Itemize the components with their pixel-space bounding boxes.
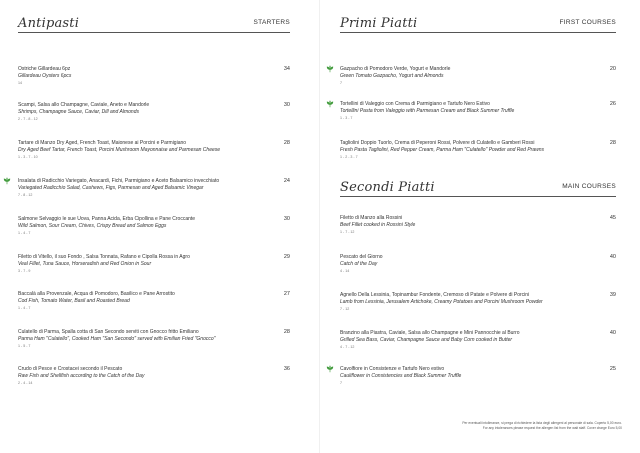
dish-name-italian: Insalata di Radicchio Variegato, Anacardi, Fichi, Parmigiano e Aceto Balsamico invecchiato xyxy=(18,178,220,184)
dish-price: 34 xyxy=(283,66,290,72)
dish-name-italian: Filetto di Manzo alla Rossini xyxy=(340,215,403,221)
dish-price: 25 xyxy=(609,366,616,372)
dish-name-english: Tortellini Pasta from Valeggio with Parmesan Cream and Black Summer Truffle xyxy=(340,108,515,114)
dish-name-english: Green Tomato Gazpacho, Yogurt and Almonds xyxy=(340,73,444,79)
menu-item xyxy=(18,366,290,385)
section-title: Secondi Piatti xyxy=(340,180,435,195)
dish-name-italian: Salmone Selvaggio le sue Uova, Panna Acida, Erba Cipollina e Pane Croccante xyxy=(18,216,196,222)
section-header xyxy=(340,16,616,36)
section-title-en: MAIN COURSES xyxy=(562,183,616,190)
dish-name-italian: Branzino alla Piastra, Caviale, Salsa allo Champagne e Mini Pannocchie al Burro xyxy=(340,330,520,336)
footnote-line-it: Per eventuali intolleranze, si prega di richiedere la lista degli allergeni al personale di sala. Coperto 5,00 euro. xyxy=(462,421,622,425)
menu-item xyxy=(18,102,290,121)
dish-price: 27 xyxy=(283,291,290,297)
dish-price: 29 xyxy=(283,254,290,260)
dish-name-italian: Agnello Della Lessinia, Topinambur Fondente, Cremoso di Patate e Polvere di Porcini xyxy=(340,292,530,298)
dish-price: 28 xyxy=(283,140,290,146)
dish-price: 30 xyxy=(283,216,290,222)
dish-name-english: Raw Fish and Shellfish according to the Catch of the Day xyxy=(18,373,145,379)
section-title: Primi Piatti xyxy=(340,16,418,31)
menu-item xyxy=(340,66,616,85)
vegetarian-leaf-icon xyxy=(326,65,334,73)
first-courses-section xyxy=(340,16,616,159)
menu-item xyxy=(340,292,616,311)
dish-name-english: Variegated Radicchio Salad, Cashews, Figs, Parmesan and Aged Balsamic Vinegar xyxy=(18,185,204,191)
menu-item xyxy=(18,291,290,310)
menu-item xyxy=(340,366,616,385)
allergen-codes: 1 - 2 - 3 - 7 xyxy=(340,155,358,159)
allergen-codes: 1 - 7 - 12 xyxy=(340,230,355,234)
dish-name-italian: Ostriche Gillardeau 6pz xyxy=(18,66,71,72)
dish-name-italian: Pescato del Giorno xyxy=(340,254,383,260)
allergen-codes: 1 - 3 - 7 - 10 xyxy=(18,155,38,159)
vegetarian-leaf-icon xyxy=(3,177,11,185)
dish-price: 28 xyxy=(283,329,290,335)
allergen-codes: 4 - 7 - 12 xyxy=(340,345,355,349)
dish-name-english: Cauliflower in Consistencies and Black Summer Truffle xyxy=(340,373,462,379)
section-divider xyxy=(18,32,290,33)
allergen-codes: 14 xyxy=(18,81,22,85)
allergen-codes: 2 - 4 - 14 xyxy=(18,381,33,385)
allergen-codes: 7 - 8 - 12 xyxy=(18,193,33,197)
dish-name-italian: Tartare di Manzo Dry Aged, French Toast, Maionese ai Porcini e Parmigiano xyxy=(18,140,187,146)
allergen-codes: 2 - 7 - 8 - 12 xyxy=(18,117,38,121)
section-title: Antipasti xyxy=(18,16,80,31)
dish-price: 40 xyxy=(609,330,616,336)
dish-name-italian: Culatello di Parma, Spalla cotta di San Secondo serviti con Gnocco fritto Emiliano xyxy=(18,329,199,335)
dish-name-english: Cod Fish, Tomato Water, Basil and Roasted Bread xyxy=(18,298,130,304)
dish-name-italian: Baccalà alla Provenzale, Acqua di Pomodoro, Basilico e Pane Arrostito xyxy=(18,291,175,297)
dish-name-italian: Cavolfiore in Consistenze e Tartufo Nero estivo xyxy=(340,366,445,372)
section-header xyxy=(18,16,290,36)
dish-name-english: Lamb from Lessinia, Jerusalem Artichoke, Creamy Potatoes and Porcini Mushroom Powder xyxy=(340,299,543,305)
menu-item xyxy=(18,66,290,85)
section-title-en: STARTERS xyxy=(253,19,290,26)
dish-name-italian: Tagliolini Doppio Tuorlo, Crema di Peperoni Rossi, Polvere di Culatello e Gamberi Rossi xyxy=(340,140,535,146)
vegetarian-leaf-icon xyxy=(326,365,334,373)
right-menu-page xyxy=(320,0,640,453)
dish-price: 24 xyxy=(283,178,290,184)
allergen-footnote xyxy=(382,421,622,431)
dish-name-english: Dry Aged Beef Tartar, French Toast, Porcini Mushroom Mayonnaise and Parmesan Cheese xyxy=(18,147,221,153)
allergen-codes: 1 - 4 - 7 xyxy=(18,231,31,235)
dish-price: 40 xyxy=(609,254,616,260)
allergen-codes: 3 - 7 - 9 xyxy=(18,269,31,273)
allergen-codes: 7 xyxy=(340,81,342,85)
dish-name-english: Shrimps, Champagne Sauce, Caviar, Dill and Almonds xyxy=(18,109,139,115)
dish-name-italian: Scampi, Salsa allo Champagne, Caviale, Aneto e Mandorle xyxy=(18,102,150,108)
dish-name-english: Beef Fillet cooked in Rossini Style xyxy=(340,222,416,228)
dish-price: 30 xyxy=(283,102,290,108)
dish-name-english: Parma Ham "Culatello", Cooked Ham "San Secondo" served with Emilian Fried "Gnocco" xyxy=(18,336,216,342)
dish-price: 28 xyxy=(609,140,616,146)
menu-item xyxy=(18,254,290,273)
menu-item xyxy=(18,178,290,197)
dish-price: 45 xyxy=(609,215,616,221)
dish-name-english: Fresh Pasta Tagliolini, Red Pepper Cream, Parma Ham "Culatello" Powder and Red Prawns xyxy=(340,147,545,153)
menu-item xyxy=(340,215,616,234)
allergen-codes: 7 - 12 xyxy=(340,307,350,311)
dish-name-italian: Gazpacho di Pomodoro Verde, Yogurt e Mandorle xyxy=(340,66,451,72)
menu-item xyxy=(340,330,616,349)
menu-item xyxy=(18,140,290,159)
dish-price: 39 xyxy=(609,292,616,298)
main-courses-section xyxy=(340,180,616,385)
dish-price: 36 xyxy=(283,366,290,372)
menu-item xyxy=(18,329,290,348)
menu-item xyxy=(340,254,616,273)
menu-item xyxy=(340,140,616,159)
section-title-en: FIRST COURSES xyxy=(559,19,616,26)
allergen-codes: 7 xyxy=(340,381,342,385)
dish-price: 20 xyxy=(609,66,616,72)
dish-name-english: Grilled Sea Bass, Caviar, Champagne Sauce and Baby Corn cooked in Butter xyxy=(340,337,513,343)
menu-item xyxy=(340,101,616,120)
menu-item xyxy=(18,216,290,235)
starters-section xyxy=(18,16,290,385)
allergen-codes: 1 - 4 - 7 xyxy=(18,306,31,310)
footnote-line-en: For any intolerances please request the allergen list from the wait staff. Cover charge Euro 5,00 xyxy=(482,426,622,430)
dish-name-italian: Tortellini di Valeggio con Crema di Parmigiano e Tartufo Nero Estivo xyxy=(340,101,490,107)
dish-name-english: Gillardeau Oysters 6pcs xyxy=(18,73,72,79)
section-header xyxy=(340,180,616,200)
section-divider xyxy=(340,32,616,33)
allergen-codes: 1 - 5 - 7 xyxy=(18,344,31,348)
section-divider xyxy=(340,196,616,197)
allergen-codes: 1 - 3 - 7 xyxy=(340,116,353,120)
vegetarian-leaf-icon xyxy=(326,100,334,108)
dish-price: 26 xyxy=(609,101,616,107)
dish-name-english: Veal Fillet, Tuna Sauce, Horseradish and Red Onion in Sour xyxy=(18,261,152,267)
dish-name-italian: Filetto di Vitello, il suo Fondo , Salsa Tonnata, Rafano e Cipolla Rossa in Agro xyxy=(18,254,190,260)
dish-name-english: Wild Salmon, Sour Cream, Chives, Crispy Bread and Salmon Eggs xyxy=(18,223,167,229)
allergen-codes: 4 - 14 xyxy=(340,269,350,273)
dish-name-italian: Crudo di Pesce e Crostacei secondo il Pescato xyxy=(18,366,123,372)
dish-name-english: Catch of the Day xyxy=(340,261,378,267)
